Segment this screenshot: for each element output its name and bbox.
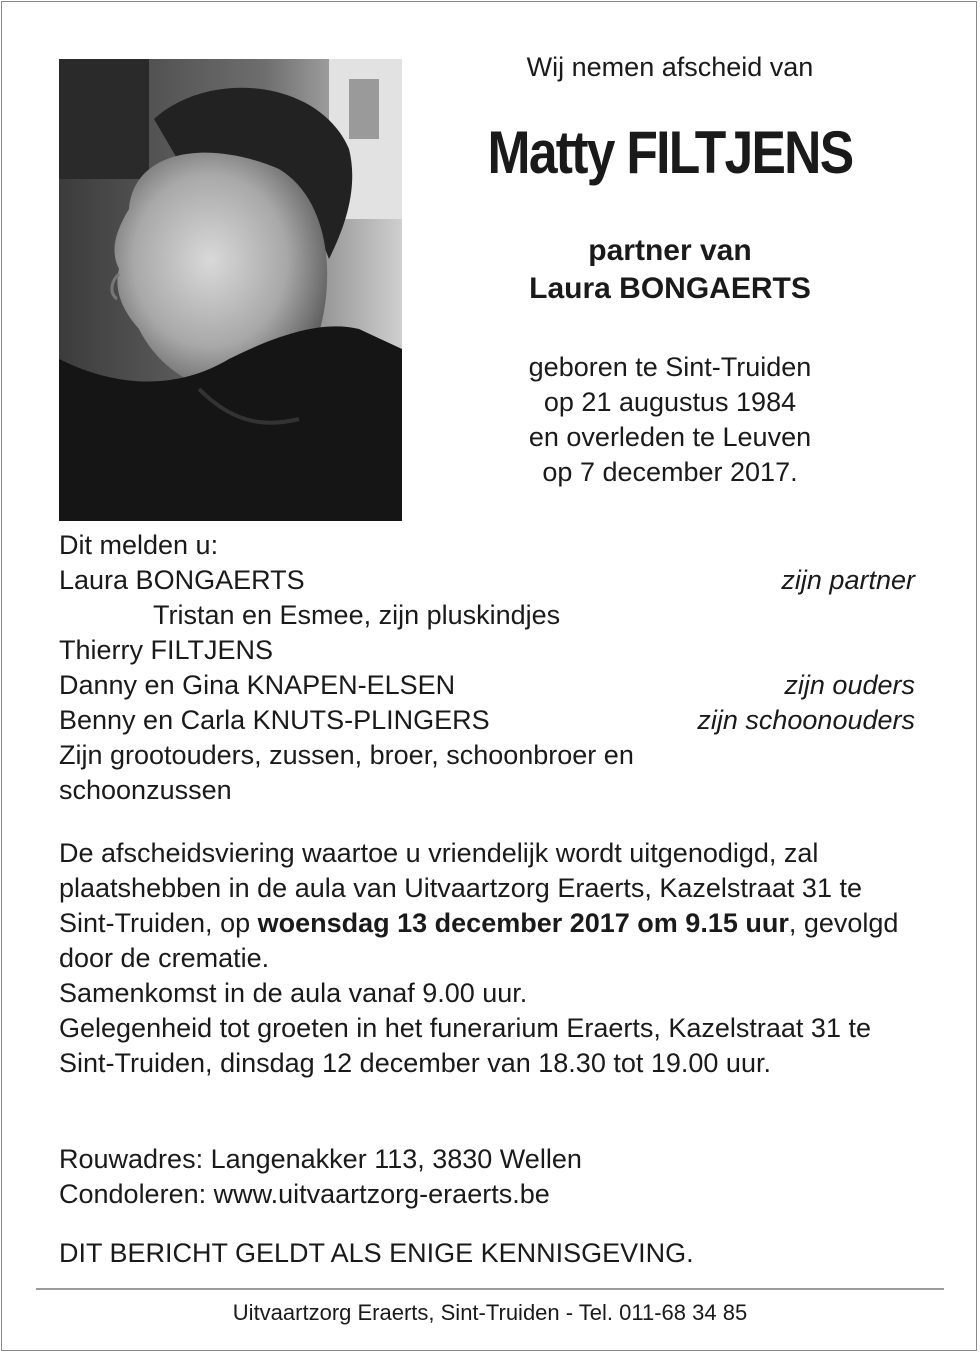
ceremony-text: De afscheidsviering waartoe u vriendelijk wordt uitgenodigd, zal plaatshebben in de aula van Uitvaartzorg Eraerts, Kazelstraat 31 te Sint-Truiden, op bbox=[59, 838, 862, 938]
list-item bbox=[59, 738, 917, 773]
portrait-photo bbox=[59, 59, 402, 521]
footer-text: Uitvaartzorg Eraerts, Sint-Truiden - Tel. 011-68 34 85 bbox=[232, 1300, 748, 1325]
announcer-relation: zijn ouders bbox=[784, 670, 915, 700]
announcer-name: Thierry FILTJENS bbox=[59, 635, 274, 665]
announcer-name: Zijn grootouders, zussen, broer, schoonbroer en bbox=[59, 740, 634, 770]
contact-block bbox=[59, 1142, 919, 1212]
announcers-list bbox=[59, 528, 917, 808]
death-date: op 7 december 2017. bbox=[542, 457, 798, 487]
ceremony-text-end: , gevolgd door de crematie. bbox=[59, 908, 899, 973]
deceased-name: Matty FILTJENS bbox=[487, 119, 853, 186]
list-item bbox=[59, 563, 917, 598]
list-item bbox=[59, 668, 917, 703]
visitation-text: Gelegenheid tot groeten in het funerarium Eraerts, Kazelstraat 31 te Sint-Truiden, dinsdag 12 december van 18.30 tot 19.00 uur. bbox=[59, 1013, 871, 1078]
announcer-name: Laura BONGAERTS bbox=[59, 565, 305, 595]
announcer-name: schoonzussen bbox=[59, 775, 232, 805]
partner-intro: partner van bbox=[588, 234, 752, 267]
mourning-address: Rouwadres: Langenakker 113, 3830 Wellen bbox=[59, 1144, 582, 1174]
ceremony-datetime: woensdag 13 december 2017 om 9.15 uur bbox=[257, 908, 789, 938]
death-place: en overleden te Leuven bbox=[528, 422, 812, 452]
condolence-link[interactable]: Condoleren: www.uitvaartzorg-eraerts.be bbox=[59, 1179, 550, 1209]
partner-block bbox=[430, 232, 910, 308]
announcer-name: Benny en Carla KNUTS-PLINGERS bbox=[59, 705, 490, 735]
announcer-relation: zijn schoonouders bbox=[697, 705, 915, 735]
footer-divider bbox=[36, 1288, 944, 1290]
list-item bbox=[59, 773, 917, 808]
list-item bbox=[59, 598, 917, 633]
gathering-text: Samenkomst in de aula vanaf 9.00 uur. bbox=[59, 978, 528, 1008]
ceremony-paragraph bbox=[59, 836, 919, 1081]
announcer-name: Danny en Gina KNAPEN-ELSEN bbox=[59, 670, 456, 700]
list-item bbox=[59, 633, 917, 668]
partner-name: Laura BONGAERTS bbox=[529, 272, 811, 305]
birth-date: op 21 augustus 1984 bbox=[543, 387, 797, 417]
intro-line: Wij nemen afscheid van bbox=[526, 52, 814, 82]
list-item bbox=[59, 703, 917, 738]
announcer-name: Tristan en Esmee, zijn pluskindjes bbox=[153, 600, 561, 630]
dates-block bbox=[430, 350, 910, 490]
announcer-relation: zijn partner bbox=[781, 565, 915, 595]
announcers-heading: Dit melden u: bbox=[59, 530, 219, 560]
notice-text: DIT BERICHT GELDT ALS ENIGE KENNISGEVING. bbox=[59, 1238, 694, 1268]
birth-place: geboren te Sint-Truiden bbox=[528, 352, 812, 382]
